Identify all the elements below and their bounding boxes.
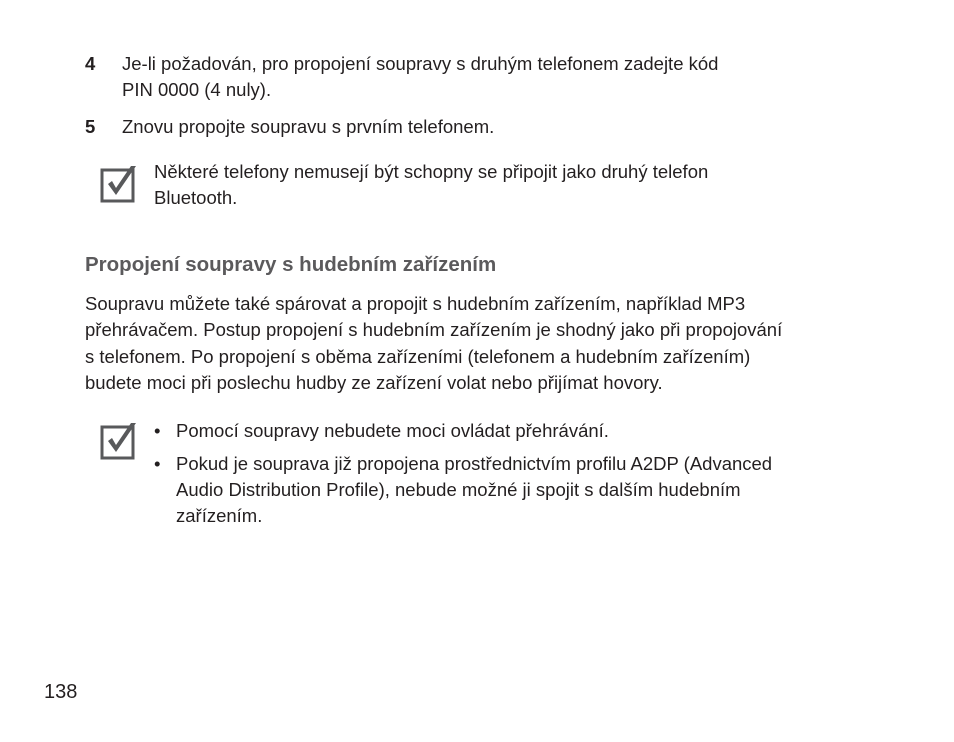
paragraph-line: přehrávačem. Postup propojení s hudebním zařízením je shodný jako při propojování [85, 319, 783, 341]
step-text-line: PIN 0000 (4 nuly). [122, 79, 272, 100]
bullet-item [154, 418, 854, 444]
note-text-line: Bluetooth. [154, 187, 238, 208]
bullet-dot: • [154, 420, 161, 441]
paragraph-line: Soupravu můžete také spárovat a propojit s hudebním zařízením, například MP3 [85, 293, 746, 314]
section-paragraph [85, 291, 875, 396]
bullet-text-line: zařízením. [176, 505, 263, 526]
step-5 [85, 114, 845, 140]
step-number: 5 [85, 116, 96, 137]
step-4 [85, 51, 845, 103]
bullet-dot: • [154, 453, 161, 474]
bullet-text-line: Pomocí soupravy nebudete moci ovládat přehrávání. [176, 420, 609, 441]
bullet-text-line: Audio Distribution Profile), nebude možné ji spojit s dalším hudebním [176, 479, 741, 500]
page-number: 138 [44, 681, 78, 703]
note-text [154, 159, 854, 211]
step-text [122, 114, 845, 140]
step-number: 4 [85, 53, 96, 74]
bullet-text-line: Pokud je souprava již propojena prostřednictvím profilu A2DP (Advanced [176, 453, 773, 474]
step-text-line: Znovu propojte soupravu s prvním telefonem. [122, 116, 495, 137]
section-heading: Propojení soupravy s hudebním zařízením [85, 253, 497, 276]
checkbox-check-icon [100, 165, 138, 203]
bullet-item [154, 451, 854, 529]
paragraph-line: budete moci při poslechu hudby ze zařízení volat nebo přijímat hovory. [85, 371, 663, 393]
checkbox-check-icon [100, 422, 138, 460]
step-text [122, 51, 845, 103]
paragraph-line: s telefonem. Po propojení s oběma zařízeními (telefonem a hudebním zařízením) [85, 345, 751, 367]
note-bullet-list [154, 418, 854, 536]
step-text-line: Je-li požadován, pro propojení soupravy s druhým telefonem zadejte kód [122, 53, 719, 74]
note-text-line: Některé telefony nemusejí být schopny se připojit jako druhý telefon [154, 161, 709, 182]
